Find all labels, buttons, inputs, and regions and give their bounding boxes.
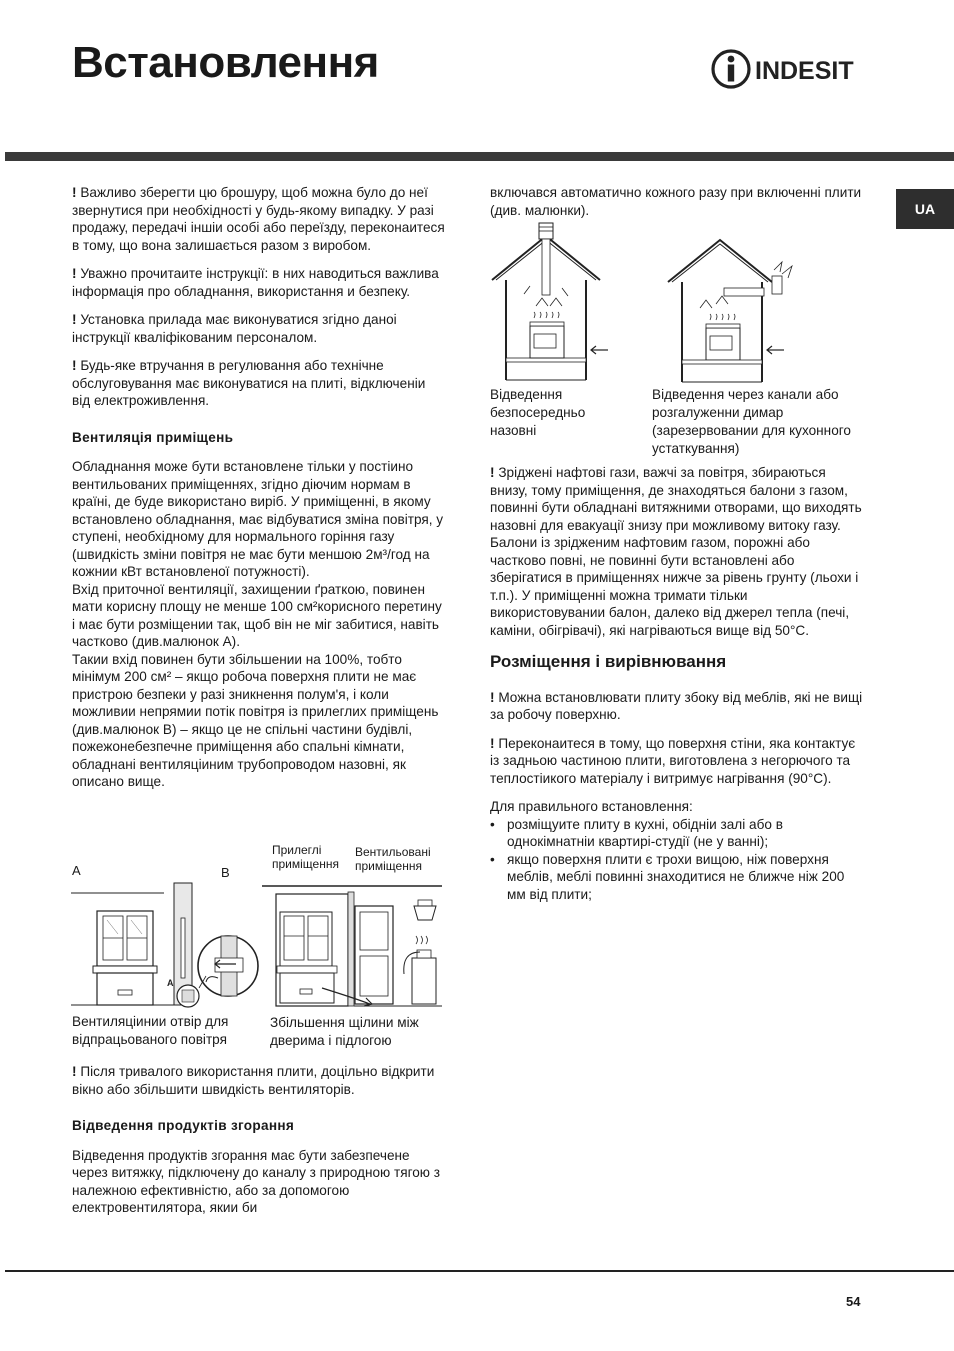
combustion-heading: Відведення продуктів згорання (72, 1118, 295, 1133)
adjacent-rooms-label: Прилеглі приміщення (272, 843, 339, 871)
placement-list (490, 816, 864, 904)
ventilated-rooms-label: Вентильовані приміщення (355, 845, 431, 873)
warning-4: ! Будь-яке втручання в регулювання або технічне обслуговування має виконуватися на плиті, відключеніи від електроживлення. (72, 358, 426, 408)
warning-2: ! Уважно прочитаите інструкції: в них наводиться важлива інформація про обладнання, використання и безпеку. (72, 266, 439, 299)
house-direct-exhaust-illustration (488, 218, 620, 386)
footer-divider (5, 1270, 954, 1272)
header-divider (5, 152, 954, 161)
language-tab: UA (896, 189, 954, 229)
placement-warning-2: ! Переконаитеся в тому, що поверхня стіни, яка контактує із задньою частиною плити, виготовлена з негорючого та теплостiикого матеріалу і витримує нагрівання (90°С). (490, 735, 856, 786)
figure-a-illustration (66, 878, 266, 1010)
house-channel-exhaust-illustration (664, 232, 804, 386)
indesit-logo (710, 48, 870, 90)
placement-intro: Для правильного встановлення: (490, 799, 693, 814)
brand-logo-icon (710, 48, 870, 90)
lpg-paragraph: Балони із зрідженим нафтовим газом, порожні або частково повні, не повинні бути встановлені або зберігатися в приміщеннях нижче за рівень грунту (льохи і т.п.). У приміщенні можна тримати тільки використовувании балон, далеко від джерел тепла (печі, каміни, обігрівачі), які нагріваються вище від 50°С. (490, 535, 859, 638)
left-column (72, 184, 446, 791)
lpg-warning: ! Зріджені нафтові гази, важчі за повітря, збираються внизу, тому приміщення, де знаходяться балони з газом, повинні бути обладнані витяжними отворами, що виходять назовні для евакуації знизу при можливому витоку газу. (490, 465, 862, 533)
list-item: • розміщуите плиту в кухні, обідніи залі або в однокімнатнiи квартирі-студії (не у ванні); (490, 816, 864, 851)
warning-1: ! Важливо зберегти цю брошуру, щоб можна було до неї звернутися при необхідності у будь-якому випадку. У разі продажу, передачі іншiи особі або переїзду, переконаитеся в тому, що вона залишається разом з виробом. (72, 185, 445, 253)
left-column-lower (72, 1063, 446, 1217)
channel-exhaust-caption: Відведення через канали або розгалуженни димар (зарезервовании для кухонного устаткування) (652, 387, 851, 456)
placement-warning-1: ! Можна встановлювати плиту збоку від меблів, які не вищі за робочу поверхню. (490, 689, 863, 722)
placement-heading: Розміщення і вирівнювання (490, 652, 727, 671)
brand-text: INDESIT (755, 57, 854, 85)
page-number: 54 (846, 1294, 861, 1309)
figure-a-caption: Вентиляціинии отвір для відпрацьованого повітря (72, 1014, 229, 1047)
list-item: • якщо поверхня плити є трохи вищою, ніж поверхня меблів, меблі повинні знаходитися не ближче ніж 200 мм від плити; (490, 851, 864, 904)
ventilation-paragraph-1: Обладнання може бути встановлене тільки у постiино вентильованих приміщеннях, згідно діючим нормам в країні, де буде використано виріб. У приміщенні, в якому встановлено обладнання, має відбуватися зміна повітря, у ступені, необхідному для нормального горіння газу (швидкість зміни повітря не має бути меншою 2м³/год на кожнии кВт встановленої потужності). (72, 459, 444, 579)
warning-3: ! Установка прилада має виконуватися згідно даноі інструкції кваліфікованим персоналом. (72, 312, 397, 345)
ventilation-heading: Вентиляція приміщень (72, 429, 234, 445)
figure-label-a: A (72, 863, 81, 878)
ventilation-paragraph-3: Такии вхід повинен бути збільшении на 100%, тобто мінімум 200 см² – якщо робоча поверхня плити не має пристрою безпеки у разі зникнення полум'я, і коли можливии непрямии потік повітря із прилеглих приміщень (див.малюнок В) – якщо це не спільні частини будівлі, пожежонебезпечне приміщення або спальні кімнати, обладнані вентиляціиним трубопроводом назовні, як описано вище. (72, 651, 439, 789)
combustion-continuation: включався автоматично кожного разу при включенні плити (див. малюнки). (490, 185, 862, 218)
right-column-top (490, 184, 864, 219)
figure-b-illustration (262, 878, 448, 1010)
figure-b-caption: Збільшення щілини між дверима і підлогою (270, 1015, 419, 1048)
right-column-main (490, 464, 864, 903)
after-use-warning: ! Після тривалого використання плити, доцільно відкрити вікно або збільшити швидкість вентиляторів. (72, 1064, 435, 1097)
figure-label-b: B (221, 865, 230, 880)
ventilation-paragraph-2: Вхід приточної вентиляції, захищении ґраткою, повинен мати корисну площу не менше 100 см²корисного перетину і має бути розміщении так, щоб він не міг забитися, навіть частково (див.малюнок А). (72, 581, 442, 649)
page-title: Встановлення (72, 38, 379, 87)
combustion-paragraph: Відведення продуктів згорання має бути забезпечене через витяжку, підключену до каналу з природною тягою з належною ефективністю, або за допомогою електровентилятора, якии би (72, 1147, 440, 1215)
inset-letter: A (167, 978, 174, 988)
direct-exhaust-caption: Відведення безпосередньо назовні (490, 387, 586, 438)
